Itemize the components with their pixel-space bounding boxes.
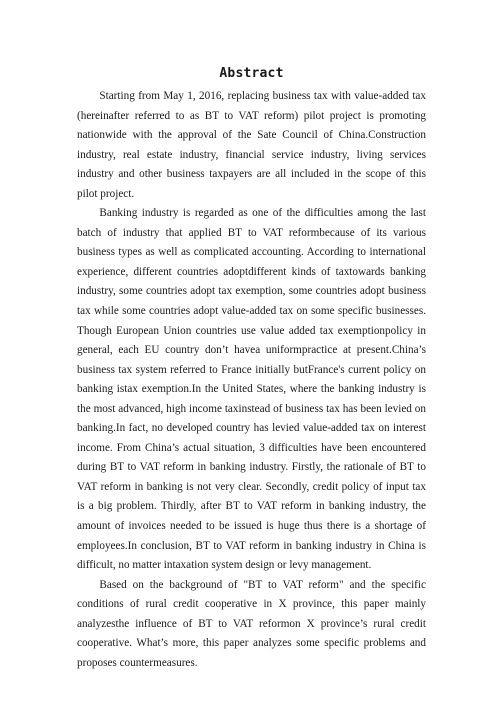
abstract-paragraph-2: Banking industry is regarded as one of the difficulties among the last batch of industry that applied BT to VAT reformbecause of its various business types as well as complicated accounting. According to international experience, different countries adoptdifferent kinds of taxtowards banking industry, some countries adopt tax exemption, some countries adopt business tax while some countries adopt value-added tax on some specific businesses. Though European Union countries use value added tax exemptionpolicy in general, each EU country don’t havea uniformpractice at present.China’s business tax system referred to France initially butFrance's current policy on banking istax exemption.In the United States, where the banking industry is the most advanced, high income taxinstead of business tax has been levied on banking.In fact, no developed country has levied value-added tax on interest income. From China’s actual situation, 3 difficulties have been encountered during BT to VAT reform in banking industry. Firstly, the rationale of BT to VAT reform in banking is not very clear. Secondly, credit policy of input tax is a big problem. Thirdly, after BT to VAT reform in banking industry, the amount of invoices needed to be issued is huge thus there is a shortage of employees.In conclusion, BT to VAT reform in banking industry in China is difficult, no matter intaxation system design or levy management. [77, 207, 426, 572]
abstract-paragraph-3: Based on the background of "BT to VAT reform" and the specific conditions of rural credit cooperative in X province, this paper mainly analyzesthe influence of BT to VAT reformon X province’s rural credit cooperative. What’s more, this paper analyzes some specific problems and proposes countermeasures. [77, 578, 426, 669]
abstract-paragraph-1: Starting from May 1, 2016, replacing business tax with value-added tax (hereinafter referred to as BT to VAT reform) pilot project is promoting nationwide with the approval of the Sate Council of China.Construction industry, real estate industry, financial service industry, living services industry and other business taxpayers are all included in the scope of this pilot project. [77, 90, 426, 200]
abstract-title: Abstract [219, 66, 284, 81]
